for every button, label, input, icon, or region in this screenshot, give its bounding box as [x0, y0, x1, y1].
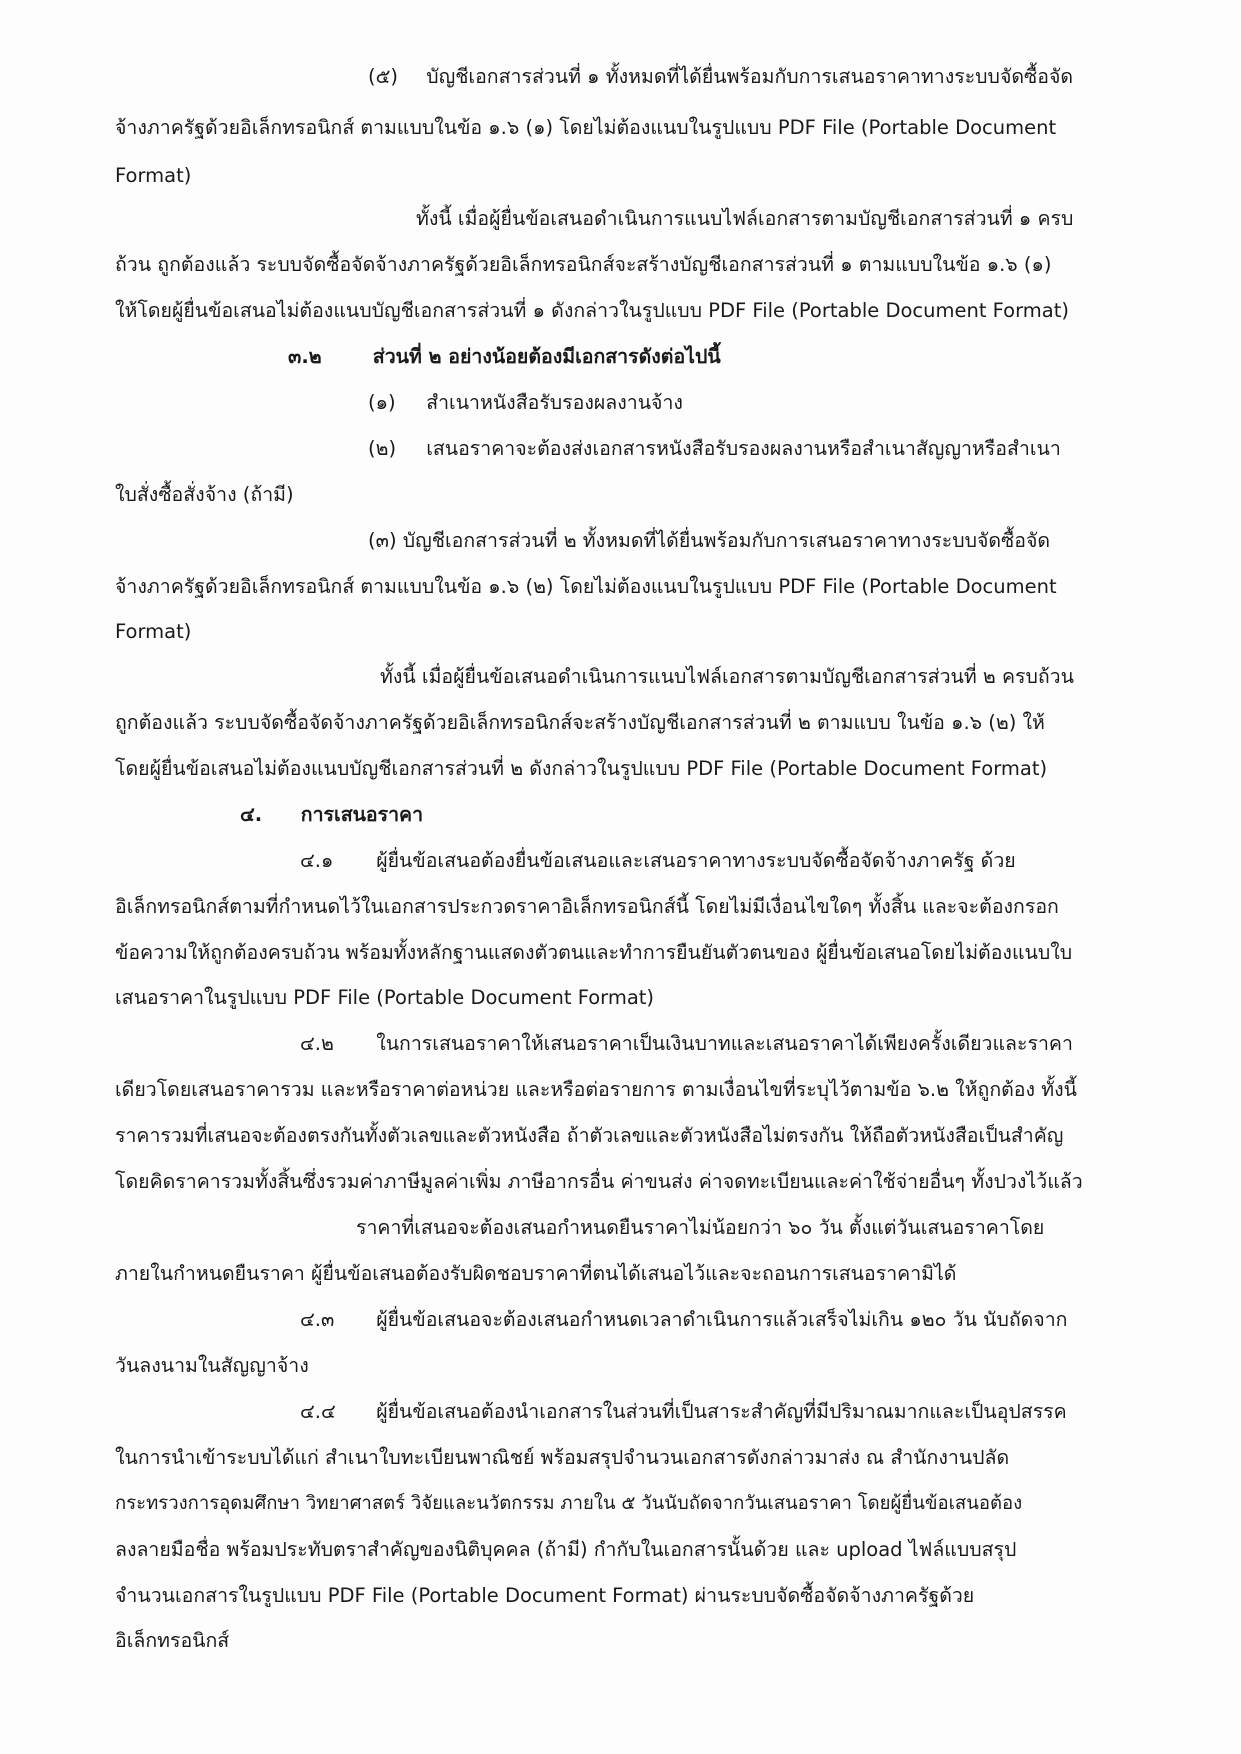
paragraph-line: ทั้งนี้ เมื่อผู้ยื่นข้อเสนอดำเนินการแนบไฟล์เอกสารตามบัญชีเอกสารส่วนที่ ๒ ครบถ้วน	[380, 665, 1074, 688]
clause-4-1	[300, 846, 1016, 876]
section-heading-4	[240, 800, 423, 830]
line-text: ในการเสนอราคาให้เสนอราคาเป็นเงินบาทและเสนอราคาได้เพียงครั้งเดียวและราคา	[376, 1032, 1073, 1055]
paragraph-line: ให้โดยผู้ยื่นข้อเสนอไม่ต้องแนบบัญชีเอกสารส่วนที่ ๑ ดังกล่าวในรูปแบบ PDF File (Portable Document Format)	[115, 299, 1069, 322]
section-title: ส่วนที่ ๒ อย่างน้อยต้องมีเอกสารดังต่อไปนี้	[372, 345, 721, 368]
line-text: บัญชีเอกสารส่วนที่ ๑ ทั้งหมดที่ได้ยื่นพร้อมกับการเสนอราคาทางระบบจัดซื้อจัด	[426, 65, 1074, 88]
paragraph-line: โดยผู้ยื่นข้อเสนอไม่ต้องแนบบัญชีเอกสารส่วนที่ ๒ ดังกล่าวในรูปแบบ PDF File (Portable Document Format)	[115, 757, 1048, 780]
clause-number: ๔.๑	[300, 849, 334, 872]
line-text: เสนอราคาจะต้องส่งเอกสารหนังสือรับรองผลงานหรือสำเนาสัญญาหรือสำเนา	[426, 437, 1061, 460]
paragraph-line: กระทรวงการอุดมศึกษา วิทยาศาสตร์ วิจัยและนวัตกรรม ภายใน ๕ วันนับถัดจากวันเสนอราคา โดยผู้ยื่นข้อเสนอต้อง	[115, 1493, 1023, 1514]
paragraph-line: วันลงนามในสัญญาจ้าง	[115, 1354, 309, 1377]
paragraph-line: ภายในกำหนดยืนราคา ผู้ยื่นข้อเสนอต้องรับผิดชอบราคาที่ตนได้เสนอไว้และจะถอนการเสนอราคามิได้	[115, 1262, 957, 1285]
item-number: (๒)	[368, 437, 397, 460]
item-number: (๕)	[368, 65, 398, 88]
line-text: ผู้ยื่นข้อเสนอต้องยื่นข้อเสนอและเสนอราคาทางระบบจัดซื้อจัดจ้างภาครัฐ ด้วย	[376, 849, 1016, 872]
paragraph-line: ราคาที่เสนอจะต้องเสนอกำหนดยืนราคาไม่น้อยกว่า ๖๐ วัน ตั้งแต่วันเสนอราคาโดย	[356, 1216, 1045, 1239]
line-text: ผู้ยื่นข้อเสนอจะต้องเสนอกำหนดเวลาดำเนินการแล้วเสร็จไม่เกิน ๑๒๐ วัน นับถัดจาก	[376, 1308, 1068, 1331]
paragraph-line: ถูกต้องแล้ว ระบบจัดซื้อจัดจ้างภาครัฐด้วยอิเล็กทรอนิกส์จะสร้างบัญชีเอกสารส่วนที่ ๒ ตามแบบ ในข้อ ๑.๖ (๒) ให้	[115, 711, 1045, 734]
paragraph-line: ถ้วน ถูกต้องแล้ว ระบบจัดซื้อจัดจ้างภาครัฐด้วยอิเล็กทรอนิกส์จะสร้างบัญชีเอกสารส่วนที่ ๑ ตามแบบในข้อ ๑.๖ (๑)	[115, 253, 1052, 276]
section-number: ๔.	[240, 803, 263, 826]
paragraph-line: ข้อความให้ถูกต้องครบถ้วน พร้อมทั้งหลักฐานแสดงตัวตนและทำการยืนยันตัวตนของ ผู้ยื่นข้อเสนอโดยไม่ต้องแนบใบ	[115, 941, 1073, 964]
clause-number: ๔.๔	[300, 1400, 336, 1423]
section-heading-3-2	[288, 342, 721, 372]
list-item	[368, 434, 1061, 464]
paragraph-line: ทั้งนี้ เมื่อผู้ยื่นข้อเสนอดำเนินการแนบไฟล์เอกสารตามบัญชีเอกสารส่วนที่ ๑ ครบ	[416, 207, 1074, 230]
clause-4-4	[300, 1397, 1067, 1427]
paragraph-line: จ้างภาครัฐด้วยอิเล็กทรอนิกส์ ตามแบบในข้อ ๑.๖ (๑) โดยไม่ต้องแนบในรูปแบบ PDF File (Portable Document	[115, 116, 1057, 139]
paragraph-line: เสนอราคาในรูปแบบ PDF File (Portable Document Format)	[115, 986, 655, 1009]
paragraph-line: โดยคิดราคารวมทั้งสิ้นซึ่งรวมค่าภาษีมูลค่าเพิ่ม ภาษีอากรอื่น ค่าขนส่ง ค่าจดทะเบียนและค่าใช้จ่ายอื่นๆ ทั้งปวงไว้แล้ว	[115, 1170, 1083, 1193]
paragraph-line: Format)	[115, 164, 192, 187]
clause-4-3	[300, 1305, 1068, 1335]
paragraph-line: จำนวนเอกสารในรูปแบบ PDF File (Portable Document Format) ผ่านระบบจัดซื้อจัดจ้างภาครัฐด้วย	[115, 1584, 975, 1607]
clause-number: ๔.๓	[300, 1308, 335, 1331]
paragraph-line: ใบสั่งซื้อสั่งจ้าง (ถ้ามี)	[115, 483, 294, 506]
item-number: (๑)	[368, 391, 396, 414]
paragraph-line: Format)	[115, 620, 192, 643]
paragraph-line: เดียวโดยเสนอราคารวม และหรือราคาต่อหน่วย และหรือต่อรายการ ตามเงื่อนไขที่ระบุไว้ตามข้อ ๖.๒ ให้ถูกต้อง ทั้งนี้	[115, 1078, 1077, 1101]
list-item	[368, 388, 683, 418]
paragraph-line: ลงลายมือชื่อ พร้อมประทับตราสำคัญของนิติบุคคล (ถ้ามี) กำกับในเอกสารนั้นด้วย และ upload ไฟล์แบบสรุป	[115, 1538, 1017, 1561]
paragraph-line: ในการนำเข้าระบบได้แก่ สำเนาใบทะเบียนพาณิชย์ พร้อมสรุปจำนวนเอกสารดังกล่าวมาส่ง ณ สำนักงานปลัด	[115, 1446, 1010, 1469]
item-5-line	[368, 62, 1073, 92]
clause-4-2	[300, 1029, 1073, 1059]
section-number: ๓.๒	[288, 345, 322, 368]
paragraph-line: อิเล็กทรอนิกส์ตามที่กำหนดไว้ในเอกสารประกวดราคาอิเล็กทรอนิกส์นี้ โดยไม่มีเงื่อนไขใดๆ ทั้งสิ้น และจะต้องกรอก	[115, 895, 1059, 918]
clause-number: ๔.๒	[300, 1032, 334, 1055]
section-title: การเสนอราคา	[300, 803, 424, 826]
paragraph-line: ราคารวมที่เสนอจะต้องตรงกันทั้งตัวเลขและตัวหนังสือ ถ้าตัวเลขและตัวหนังสือไม่ตรงกัน ให้ถือตัวหนังสือเป็นสำคัญ	[115, 1124, 1064, 1147]
paragraph-line: อิเล็กทรอนิกส์	[115, 1629, 230, 1652]
paragraph-line: จ้างภาครัฐด้วยอิเล็กทรอนิกส์ ตามแบบในข้อ ๑.๖ (๒) โดยไม่ต้องแนบในรูปแบบ PDF File (Portable Document	[115, 575, 1057, 598]
line-text: สำเนาหนังสือรับรองผลงานจ้าง	[426, 391, 683, 414]
list-item: (๓) บัญชีเอกสารส่วนที่ ๒ ทั้งหมดที่ได้ยื่นพร้อมกับการเสนอราคาทางระบบจัดซื้อจัด	[368, 529, 1051, 552]
line-text: ผู้ยื่นข้อเสนอต้องนำเอกสารในส่วนที่เป็นสาระสำคัญที่มีปริมาณมากและเป็นอุปสรรค	[376, 1400, 1067, 1423]
